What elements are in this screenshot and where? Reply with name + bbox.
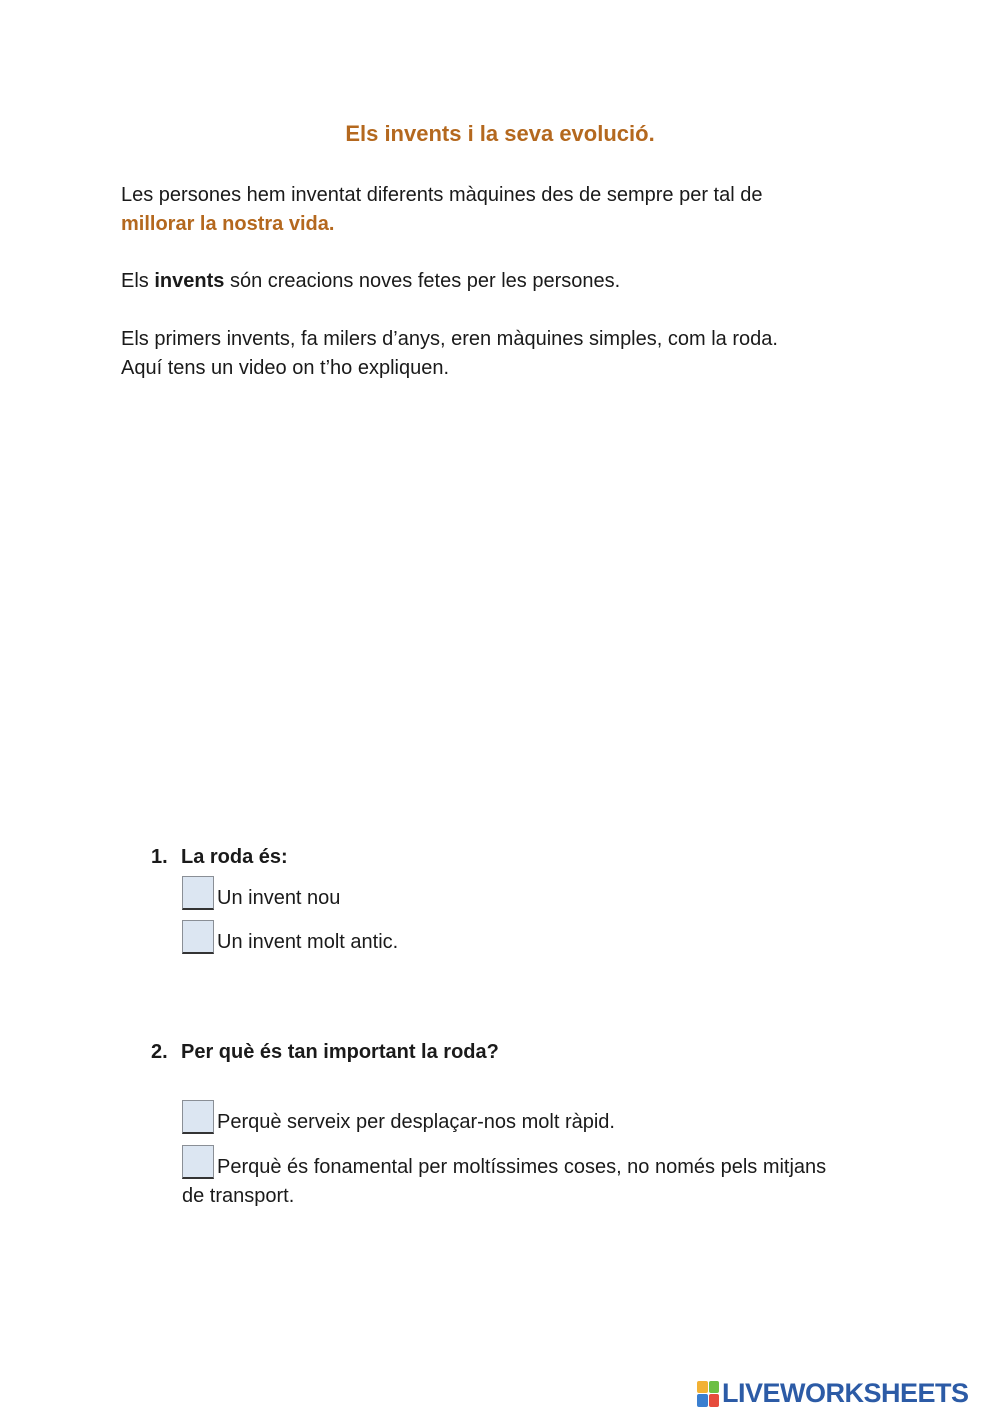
intro-paragraph [121, 181, 881, 239]
liveworksheets-logo [697, 1378, 969, 1409]
question-number: 1. [151, 846, 168, 868]
answer-label: Un invent nou [217, 887, 341, 909]
invents-definition [121, 267, 881, 296]
invents-suffix: són creacions noves fetes per les persones. [229, 270, 621, 292]
question-1 [151, 846, 288, 869]
answer-checkbox[interactable] [182, 1145, 214, 1179]
page-title: Els invents i la seva evolució. [345, 121, 655, 146]
answer-label: Perquè és fonamental per moltíssimes coses, no només pels mitjans de transport. [182, 1156, 827, 1207]
answer-checkbox[interactable] [182, 920, 214, 954]
intro-text: Les persones hem inventat diferents màquines des de sempre per tal de [121, 184, 763, 206]
answer-label: Un invent molt antic. [217, 931, 399, 953]
question-text: La roda és: [181, 846, 288, 868]
video-note: Aquí tens un video on t’ho expliquen. [121, 357, 450, 379]
question-number: 2. [151, 1041, 168, 1063]
simple-machines-paragraph [121, 325, 881, 383]
answer-option [182, 876, 842, 913]
answer-option [182, 1145, 842, 1211]
invents-prefix: Els [121, 270, 149, 292]
invents-bold: invents [154, 270, 225, 292]
video-placeholder[interactable] [121, 400, 881, 820]
answer-label: Perquè serveix per desplaçar-nos molt ràpid. [217, 1111, 615, 1133]
simple-machines-text: Els primers invents, fa milers d’anys, eren màquines simples, com la roda. [121, 328, 778, 350]
question-text: Per què és tan important la roda? [181, 1041, 499, 1063]
answer-option [182, 920, 842, 957]
answer-option [182, 1100, 842, 1137]
answer-checkbox[interactable] [182, 1100, 214, 1134]
liveworksheets-logo-icon [697, 1381, 719, 1407]
logo-text: LIVEWORKSHEETS [722, 1378, 969, 1408]
answer-checkbox[interactable] [182, 876, 214, 910]
intro-highlight: millorar la nostra vida. [121, 213, 335, 235]
question-2 [151, 1041, 499, 1064]
